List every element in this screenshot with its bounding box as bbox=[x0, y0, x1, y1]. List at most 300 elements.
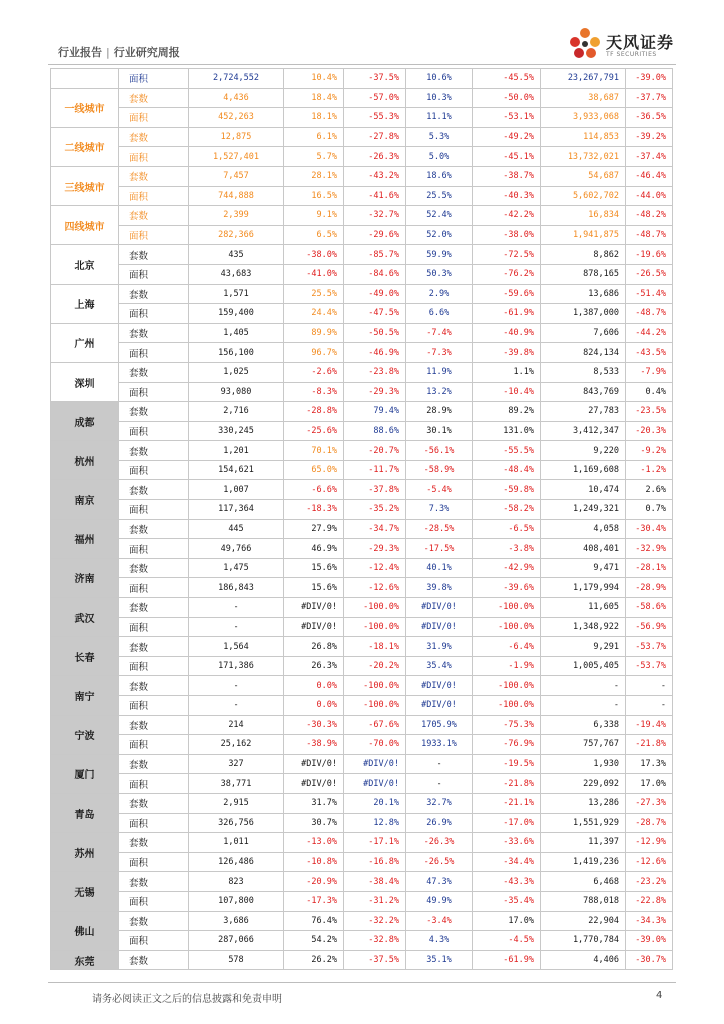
value-cell-col-2: 16.5% bbox=[284, 186, 344, 206]
value-cell-col-3: -38.4% bbox=[344, 872, 406, 892]
value-cell-col-7: -39.2% bbox=[626, 127, 673, 147]
metric-label-cell: 套数 bbox=[119, 245, 189, 265]
table-row bbox=[51, 206, 673, 226]
value-cell-col-5: -33.6% bbox=[473, 833, 541, 853]
value-cell-col-6: 16,834 bbox=[541, 206, 626, 226]
table-row bbox=[51, 950, 673, 970]
value-cell-col-2: 96.7% bbox=[284, 343, 344, 363]
value-cell-col-2: 0.0% bbox=[284, 696, 344, 716]
value-cell-col-2: 25.5% bbox=[284, 284, 344, 304]
value-cell-col-3: -67.6% bbox=[344, 715, 406, 735]
value-cell-col-7: -56.9% bbox=[626, 617, 673, 637]
value-cell-col-2: #DIV/0! bbox=[284, 754, 344, 774]
city-name-cell: 成都 bbox=[51, 402, 119, 441]
value-cell-col-4: 1705.9% bbox=[406, 715, 473, 735]
metric-label-cell: 面积 bbox=[119, 225, 189, 245]
city-name-cell: 广州 bbox=[51, 323, 119, 362]
value-cell-col-6: 8,862 bbox=[541, 245, 626, 265]
value-cell-col-7: -32.9% bbox=[626, 539, 673, 559]
table-row bbox=[51, 539, 673, 559]
value-cell-col-4: -28.5% bbox=[406, 519, 473, 539]
table-row bbox=[51, 264, 673, 284]
city-name-cell: 南京 bbox=[51, 480, 119, 519]
value-cell-col-7: -34.3% bbox=[626, 911, 673, 931]
value-cell-col-7: 2.6% bbox=[626, 480, 673, 500]
metric-label-cell: 面积 bbox=[119, 891, 189, 911]
header-divider bbox=[48, 64, 676, 65]
value-cell-col-3: -84.6% bbox=[344, 264, 406, 284]
value-cell-col-6: 229,092 bbox=[541, 774, 626, 794]
value-cell-col-4: 32.7% bbox=[406, 793, 473, 813]
value-cell-col-6: 38,687 bbox=[541, 88, 626, 108]
table-row bbox=[51, 735, 673, 755]
value-cell-col-7: -48.7% bbox=[626, 225, 673, 245]
value-cell-col-3: -17.1% bbox=[344, 833, 406, 853]
value-cell-col-5: -39.6% bbox=[473, 578, 541, 598]
table-row bbox=[51, 598, 673, 618]
value-cell-col-2: 6.5% bbox=[284, 225, 344, 245]
value-cell-col-5: -6.4% bbox=[473, 637, 541, 657]
value-cell-col-5: -40.3% bbox=[473, 186, 541, 206]
value-cell-col-3: -32.2% bbox=[344, 911, 406, 931]
value-cell-col-5: 89.2% bbox=[473, 402, 541, 422]
value-cell-col-5: -50.0% bbox=[473, 88, 541, 108]
value-cell-col-2: 0.0% bbox=[284, 676, 344, 696]
value-cell-col-3: -55.3% bbox=[344, 108, 406, 128]
value-cell-col-4: 28.9% bbox=[406, 402, 473, 422]
value-cell-col-5: -100.0% bbox=[473, 696, 541, 716]
value-cell-col-1: 1,201 bbox=[189, 441, 284, 461]
value-cell-col-1: 445 bbox=[189, 519, 284, 539]
value-cell-col-5: -42.2% bbox=[473, 206, 541, 226]
metric-label-cell: 面积 bbox=[119, 852, 189, 872]
metric-label-cell: 套数 bbox=[119, 715, 189, 735]
value-cell-col-7: -39.0% bbox=[626, 931, 673, 951]
value-cell-col-7: -27.3% bbox=[626, 793, 673, 813]
table-row bbox=[51, 774, 673, 794]
metric-label-cell: 套数 bbox=[119, 676, 189, 696]
city-name-cell: 北京 bbox=[51, 245, 119, 284]
metric-label-cell: 套数 bbox=[119, 950, 189, 970]
header-subtitle: 行业研究周报 bbox=[113, 46, 180, 59]
value-cell-col-2: 18.1% bbox=[284, 108, 344, 128]
value-cell-col-2: 15.6% bbox=[284, 578, 344, 598]
value-cell-col-1: 2,724,552 bbox=[189, 69, 284, 89]
value-cell-col-6: 8,533 bbox=[541, 362, 626, 382]
value-cell-col-2: -6.6% bbox=[284, 480, 344, 500]
value-cell-col-3: -29.6% bbox=[344, 225, 406, 245]
table-row bbox=[51, 362, 673, 382]
value-cell-col-3: -12.6% bbox=[344, 578, 406, 598]
metric-label-cell: 面积 bbox=[119, 656, 189, 676]
table-row bbox=[51, 323, 673, 343]
value-cell-col-6: 757,767 bbox=[541, 735, 626, 755]
value-cell-col-4: 49.9% bbox=[406, 891, 473, 911]
value-cell-col-4: #DIV/0! bbox=[406, 676, 473, 696]
metric-label-cell: 套数 bbox=[119, 323, 189, 343]
table-row bbox=[51, 500, 673, 520]
metric-label-cell: 面积 bbox=[119, 108, 189, 128]
value-cell-col-7: -36.5% bbox=[626, 108, 673, 128]
metric-label-cell: 面积 bbox=[119, 735, 189, 755]
table-row bbox=[51, 421, 673, 441]
value-cell-col-6: 1,348,922 bbox=[541, 617, 626, 637]
value-cell-col-4: 13.2% bbox=[406, 382, 473, 402]
value-cell-col-1: 107,800 bbox=[189, 891, 284, 911]
value-cell-col-3: -37.8% bbox=[344, 480, 406, 500]
value-cell-col-2: -20.9% bbox=[284, 872, 344, 892]
value-cell-col-5: -48.4% bbox=[473, 460, 541, 480]
value-cell-col-7: 17.3% bbox=[626, 754, 673, 774]
value-cell-col-5: 17.0% bbox=[473, 911, 541, 931]
metric-label-cell: 面积 bbox=[119, 696, 189, 716]
value-cell-col-4: -58.9% bbox=[406, 460, 473, 480]
value-cell-col-6: 13,686 bbox=[541, 284, 626, 304]
value-cell-col-6: 9,471 bbox=[541, 558, 626, 578]
value-cell-col-7: -53.7% bbox=[626, 656, 673, 676]
value-cell-col-6: 4,406 bbox=[541, 950, 626, 970]
value-cell-col-3: -49.0% bbox=[344, 284, 406, 304]
value-cell-col-5: -42.9% bbox=[473, 558, 541, 578]
value-cell-col-1: 2,399 bbox=[189, 206, 284, 226]
value-cell-col-7: 0.7% bbox=[626, 500, 673, 520]
metric-label-cell: 面积 bbox=[119, 578, 189, 598]
metric-label-cell: 套数 bbox=[119, 206, 189, 226]
value-cell-col-5: -76.9% bbox=[473, 735, 541, 755]
table-row bbox=[51, 147, 673, 167]
value-cell-col-6: 11,605 bbox=[541, 598, 626, 618]
table-row bbox=[51, 891, 673, 911]
value-cell-col-2: 54.2% bbox=[284, 931, 344, 951]
city-name-cell: 上海 bbox=[51, 284, 119, 323]
value-cell-col-2: 70.1% bbox=[284, 441, 344, 461]
value-cell-col-1: 744,888 bbox=[189, 186, 284, 206]
value-cell-col-3: -70.0% bbox=[344, 735, 406, 755]
value-cell-col-4: 10.6% bbox=[406, 69, 473, 89]
city-name-cell: 三线城市 bbox=[51, 166, 119, 205]
table-row bbox=[51, 793, 673, 813]
logo-flower-icon bbox=[568, 26, 602, 60]
value-cell-col-1: 435 bbox=[189, 245, 284, 265]
value-cell-col-3: -32.7% bbox=[344, 206, 406, 226]
value-cell-col-3: -20.2% bbox=[344, 656, 406, 676]
value-cell-col-3: -31.2% bbox=[344, 891, 406, 911]
table-row bbox=[51, 402, 673, 422]
value-cell-col-1: 38,771 bbox=[189, 774, 284, 794]
value-cell-col-2: #DIV/0! bbox=[284, 617, 344, 637]
value-cell-col-4: 10.3% bbox=[406, 88, 473, 108]
metric-label-cell: 套数 bbox=[119, 441, 189, 461]
value-cell-col-7: -30.4% bbox=[626, 519, 673, 539]
metric-label-cell: 套数 bbox=[119, 558, 189, 578]
value-cell-col-5: -38.7% bbox=[473, 166, 541, 186]
city-name-cell: 东莞 bbox=[51, 950, 119, 970]
value-cell-col-2: -28.8% bbox=[284, 402, 344, 422]
table-row bbox=[51, 578, 673, 598]
value-cell-col-3: -37.5% bbox=[344, 69, 406, 89]
value-cell-col-7: -48.7% bbox=[626, 304, 673, 324]
value-cell-col-1: 1,007 bbox=[189, 480, 284, 500]
value-cell-col-1: 578 bbox=[189, 950, 284, 970]
value-cell-col-6: 1,419,236 bbox=[541, 852, 626, 872]
value-cell-col-4: 6.6% bbox=[406, 304, 473, 324]
value-cell-col-6: 824,134 bbox=[541, 343, 626, 363]
value-cell-col-5: -34.4% bbox=[473, 852, 541, 872]
table-row bbox=[51, 304, 673, 324]
value-cell-col-6: 11,397 bbox=[541, 833, 626, 853]
metric-label-cell: 面积 bbox=[119, 500, 189, 520]
value-cell-col-7: -7.9% bbox=[626, 362, 673, 382]
value-cell-col-4: #DIV/0! bbox=[406, 617, 473, 637]
value-cell-col-3: -34.7% bbox=[344, 519, 406, 539]
value-cell-col-1: 2,716 bbox=[189, 402, 284, 422]
value-cell-col-6: 4,058 bbox=[541, 519, 626, 539]
value-cell-col-7: -26.5% bbox=[626, 264, 673, 284]
value-cell-col-7: -20.3% bbox=[626, 421, 673, 441]
metric-label-cell: 面积 bbox=[119, 813, 189, 833]
metric-label-cell: 面积 bbox=[119, 147, 189, 167]
value-cell-col-7: -51.4% bbox=[626, 284, 673, 304]
value-cell-col-7: -53.7% bbox=[626, 637, 673, 657]
value-cell-col-2: 10.4% bbox=[284, 69, 344, 89]
value-cell-col-3: -12.4% bbox=[344, 558, 406, 578]
value-cell-col-4: -3.4% bbox=[406, 911, 473, 931]
value-cell-col-6: 114,853 bbox=[541, 127, 626, 147]
value-cell-col-2: 26.3% bbox=[284, 656, 344, 676]
value-cell-col-4: - bbox=[406, 774, 473, 794]
value-cell-col-4: -17.5% bbox=[406, 539, 473, 559]
city-name-cell: 四线城市 bbox=[51, 206, 119, 245]
value-cell-col-2: -25.6% bbox=[284, 421, 344, 441]
value-cell-col-1: 43,683 bbox=[189, 264, 284, 284]
value-cell-col-3: -16.8% bbox=[344, 852, 406, 872]
value-cell-col-3: -100.0% bbox=[344, 617, 406, 637]
value-cell-col-2: 65.0% bbox=[284, 460, 344, 480]
value-cell-col-5: -100.0% bbox=[473, 617, 541, 637]
value-cell-col-3: -27.8% bbox=[344, 127, 406, 147]
value-cell-col-5: -75.3% bbox=[473, 715, 541, 735]
value-cell-col-5: -3.8% bbox=[473, 539, 541, 559]
value-cell-col-5: 1.1% bbox=[473, 362, 541, 382]
value-cell-col-6: 1,169,608 bbox=[541, 460, 626, 480]
value-cell-col-5: -58.2% bbox=[473, 500, 541, 520]
value-cell-col-5: -100.0% bbox=[473, 676, 541, 696]
table-row bbox=[51, 852, 673, 872]
value-cell-col-6: - bbox=[541, 696, 626, 716]
table-row bbox=[51, 460, 673, 480]
table-row bbox=[51, 441, 673, 461]
value-cell-col-3: -35.2% bbox=[344, 500, 406, 520]
value-cell-col-1: 823 bbox=[189, 872, 284, 892]
value-cell-col-5: -19.5% bbox=[473, 754, 541, 774]
value-cell-col-3: -26.3% bbox=[344, 147, 406, 167]
table-row bbox=[51, 127, 673, 147]
value-cell-col-4: 47.3% bbox=[406, 872, 473, 892]
value-cell-col-1: 452,263 bbox=[189, 108, 284, 128]
value-cell-col-1: 282,366 bbox=[189, 225, 284, 245]
value-cell-col-6: 788,018 bbox=[541, 891, 626, 911]
metric-label-cell: 套数 bbox=[119, 754, 189, 774]
value-cell-col-5: -49.2% bbox=[473, 127, 541, 147]
value-cell-col-5: -45.1% bbox=[473, 147, 541, 167]
value-cell-col-5: -55.5% bbox=[473, 441, 541, 461]
metric-label-cell: 面积 bbox=[119, 186, 189, 206]
value-cell-col-1: - bbox=[189, 617, 284, 637]
value-cell-col-6: 6,338 bbox=[541, 715, 626, 735]
value-cell-col-1: 2,915 bbox=[189, 793, 284, 813]
value-cell-col-1: 1,527,401 bbox=[189, 147, 284, 167]
table-row bbox=[51, 754, 673, 774]
value-cell-col-3: 20.1% bbox=[344, 793, 406, 813]
table-row bbox=[51, 656, 673, 676]
value-cell-col-2: -38.0% bbox=[284, 245, 344, 265]
metric-label-cell: 面积 bbox=[119, 617, 189, 637]
value-cell-col-4: 39.8% bbox=[406, 578, 473, 598]
value-cell-col-4: 25.5% bbox=[406, 186, 473, 206]
value-cell-col-7: -43.5% bbox=[626, 343, 673, 363]
disclaimer-footer: 请务必阅读正文之后的信息披露和免责申明 bbox=[92, 994, 282, 1005]
value-cell-col-6: 5,602,702 bbox=[541, 186, 626, 206]
value-cell-col-2: 28.1% bbox=[284, 166, 344, 186]
value-cell-col-3: -43.2% bbox=[344, 166, 406, 186]
value-cell-col-3: -23.8% bbox=[344, 362, 406, 382]
city-name-cell: 长春 bbox=[51, 637, 119, 676]
value-cell-col-4: - bbox=[406, 754, 473, 774]
value-cell-col-4: 2.9% bbox=[406, 284, 473, 304]
city-name-cell: 南宁 bbox=[51, 676, 119, 715]
value-cell-col-6: 1,941,875 bbox=[541, 225, 626, 245]
value-cell-col-6: 1,179,994 bbox=[541, 578, 626, 598]
value-cell-col-3: -29.3% bbox=[344, 382, 406, 402]
value-cell-col-4: 40.1% bbox=[406, 558, 473, 578]
value-cell-col-5: -100.0% bbox=[473, 598, 541, 618]
table-row bbox=[51, 284, 673, 304]
metric-label-cell: 套数 bbox=[119, 637, 189, 657]
metric-label-cell: 套数 bbox=[119, 362, 189, 382]
metric-label-cell: 套数 bbox=[119, 402, 189, 422]
metric-label-cell: 面积 bbox=[119, 931, 189, 951]
value-cell-col-3: -37.5% bbox=[344, 950, 406, 970]
value-cell-col-4: -5.4% bbox=[406, 480, 473, 500]
metric-label-cell: 面积 bbox=[119, 382, 189, 402]
value-cell-col-6: 1,249,321 bbox=[541, 500, 626, 520]
value-cell-col-5: -21.8% bbox=[473, 774, 541, 794]
value-cell-col-3: -100.0% bbox=[344, 696, 406, 716]
value-cell-col-3: -46.9% bbox=[344, 343, 406, 363]
metric-label-cell: 套数 bbox=[119, 793, 189, 813]
table-body bbox=[51, 69, 673, 970]
value-cell-col-1: 1,405 bbox=[189, 323, 284, 343]
value-cell-col-4: 35.4% bbox=[406, 656, 473, 676]
metric-label-cell: 面积 bbox=[119, 421, 189, 441]
value-cell-col-1: 327 bbox=[189, 754, 284, 774]
city-name-cell: 青岛 bbox=[51, 793, 119, 832]
value-cell-col-2: -2.6% bbox=[284, 362, 344, 382]
city-name-cell: 深圳 bbox=[51, 362, 119, 401]
value-cell-col-1: 156,100 bbox=[189, 343, 284, 363]
city-name-cell: 武汉 bbox=[51, 598, 119, 637]
value-cell-col-3: -50.5% bbox=[344, 323, 406, 343]
company-logo bbox=[568, 24, 698, 64]
table-row bbox=[51, 911, 673, 931]
value-cell-col-3: 88.6% bbox=[344, 421, 406, 441]
value-cell-col-6: 6,468 bbox=[541, 872, 626, 892]
metric-label-cell: 套数 bbox=[119, 833, 189, 853]
value-cell-col-7: 17.0% bbox=[626, 774, 673, 794]
city-name-cell: 二线城市 bbox=[51, 127, 119, 166]
value-cell-col-3: -20.7% bbox=[344, 441, 406, 461]
value-cell-col-3: -85.7% bbox=[344, 245, 406, 265]
value-cell-col-7: -12.6% bbox=[626, 852, 673, 872]
header-separator: | bbox=[106, 46, 110, 59]
table-row bbox=[51, 715, 673, 735]
value-cell-col-7: -44.0% bbox=[626, 186, 673, 206]
metric-label-cell: 套数 bbox=[119, 872, 189, 892]
value-cell-col-5: -17.0% bbox=[473, 813, 541, 833]
table-row bbox=[51, 225, 673, 245]
value-cell-col-4: 30.1% bbox=[406, 421, 473, 441]
table-row bbox=[51, 558, 673, 578]
value-cell-col-5: -4.5% bbox=[473, 931, 541, 951]
value-cell-col-1: 1,571 bbox=[189, 284, 284, 304]
city-name-cell: 福州 bbox=[51, 519, 119, 558]
page-number: 4 bbox=[656, 990, 663, 1001]
value-cell-col-4: -7.4% bbox=[406, 323, 473, 343]
value-cell-col-7: -30.7% bbox=[626, 950, 673, 970]
value-cell-col-3: -47.5% bbox=[344, 304, 406, 324]
value-cell-col-6: - bbox=[541, 676, 626, 696]
table-row bbox=[51, 617, 673, 637]
value-cell-col-7: -37.4% bbox=[626, 147, 673, 167]
value-cell-col-2: #DIV/0! bbox=[284, 598, 344, 618]
value-cell-col-4: 35.1% bbox=[406, 950, 473, 970]
value-cell-col-4: -26.5% bbox=[406, 852, 473, 872]
metric-label-cell: 套数 bbox=[119, 166, 189, 186]
value-cell-col-2: 26.2% bbox=[284, 950, 344, 970]
value-cell-col-1: 1,475 bbox=[189, 558, 284, 578]
value-cell-col-2: -18.3% bbox=[284, 500, 344, 520]
value-cell-col-7: -12.9% bbox=[626, 833, 673, 853]
table-row bbox=[51, 637, 673, 657]
table-row bbox=[51, 519, 673, 539]
value-cell-col-6: 1,005,405 bbox=[541, 656, 626, 676]
value-cell-col-7: -37.7% bbox=[626, 88, 673, 108]
value-cell-col-2: -8.3% bbox=[284, 382, 344, 402]
value-cell-col-7: -58.6% bbox=[626, 598, 673, 618]
logo-name: 天风证券 bbox=[606, 33, 675, 52]
value-cell-col-5: -72.5% bbox=[473, 245, 541, 265]
metric-label-cell: 套数 bbox=[119, 519, 189, 539]
logo-english-name: TF SECURITIES bbox=[606, 51, 657, 58]
value-cell-col-7: -28.1% bbox=[626, 558, 673, 578]
metric-label-cell: 面积 bbox=[119, 69, 189, 89]
value-cell-col-6: 27,783 bbox=[541, 402, 626, 422]
value-cell-col-4: -7.3% bbox=[406, 343, 473, 363]
table-row bbox=[51, 813, 673, 833]
table-row bbox=[51, 166, 673, 186]
value-cell-col-4: 31.9% bbox=[406, 637, 473, 657]
table-row bbox=[51, 872, 673, 892]
value-cell-col-6: 1,770,784 bbox=[541, 931, 626, 951]
value-cell-col-3: -41.6% bbox=[344, 186, 406, 206]
value-cell-col-5: -40.9% bbox=[473, 323, 541, 343]
table-row bbox=[51, 833, 673, 853]
value-cell-col-7: -44.2% bbox=[626, 323, 673, 343]
value-cell-col-4: 5.0% bbox=[406, 147, 473, 167]
value-cell-col-4: 4.3% bbox=[406, 931, 473, 951]
value-cell-col-6: 1,930 bbox=[541, 754, 626, 774]
metric-label-cell: 套数 bbox=[119, 284, 189, 304]
